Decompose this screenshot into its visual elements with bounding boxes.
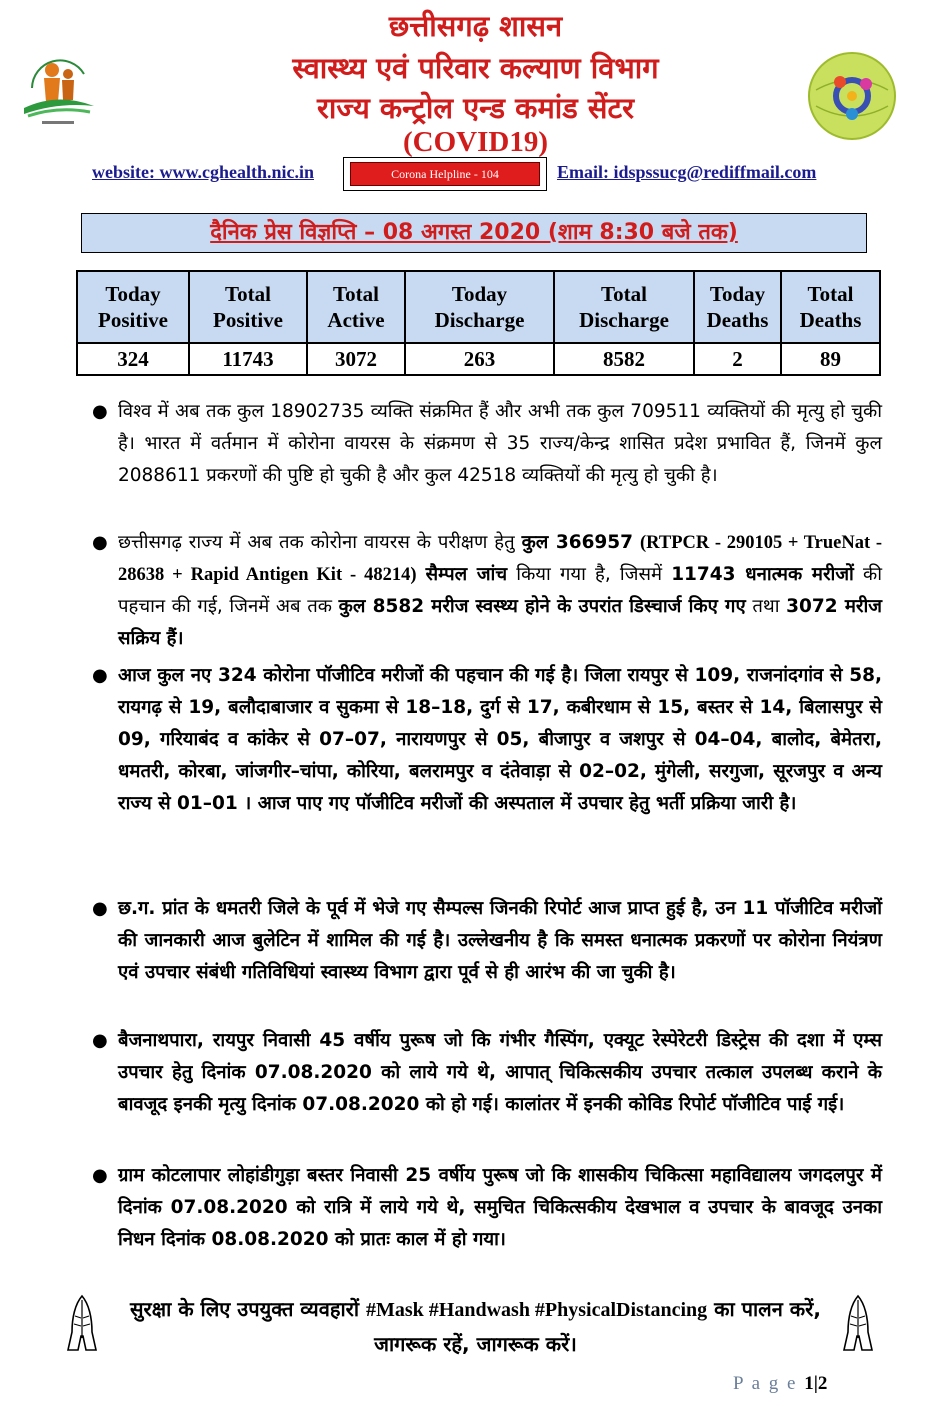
bullet-dhamtari xyxy=(92,893,882,989)
covid-title: (COVID19) xyxy=(403,126,548,158)
bullet-dhamtari-text: छ.ग. प्रांत के धमतरी जिले के पूर्व में भेजे गए सैम्पल्स जिनकी रिपोर्ट आज प्राप्त हुई है, उन 11 पॉजीटिव मरीजों की जानकारी आज बुलेटिन में शामिल की गई है। उल्लेखनीय है कि समस्त धनात्मक प्रकरणों पर कोरोना नियंत्रण एवं उपचार संबंधी गतिविधियां स्वास्थ्य विभाग द्वारा पूर्व से ही आरंभ की जा चुकी है। xyxy=(118,898,882,983)
helpline-box xyxy=(343,157,547,191)
press-release-title-text: दैनिक प्रेस विज्ञप्ति – 08 अगस्त 2020 (शाम 8:30 बजे तक) xyxy=(210,220,738,245)
bullet-death-raipur xyxy=(92,1025,882,1121)
bullet-world-india xyxy=(92,396,882,492)
bullet-world-india-text: विश्व में अब तक कुल 18902735 व्यक्ति संक्रमित हैं और अभी तक कुल 709511 व्यक्तियों की मृत्यु हो चुकी है। भारत में वर्तमान में कोरोना वायरस के संक्रमण से 35 राज्य/केन्द्र शासित प्रदेश प्रभावित हैं, जिनमें कुल 2088611 प्रकरणों की पुष्टि हो चुकी है और कुल 42518 व्यक्तियों की मृत्यु हो चुकी है। xyxy=(118,401,882,486)
bullet-dot: ● xyxy=(92,1165,108,1186)
header-total-discharge: Total Discharge xyxy=(554,271,694,343)
value-today-positive: 324 xyxy=(77,343,189,375)
helpline-label: Corona Helpline - 104 xyxy=(350,162,540,186)
page-number: P a g e 1|2 xyxy=(733,1373,828,1394)
stats-header-row xyxy=(77,271,880,343)
header-total-positive: Total Positive xyxy=(189,271,307,343)
value-today-deaths: 2 xyxy=(694,343,781,375)
value-total-positive: 11743 xyxy=(189,343,307,375)
closing-message: सुरक्षा के लिए उपयुक्त व्यवहारों #Mask #Handwash #PhysicalDistancing का पालन करें, जागरूक रहें, जागरूक करें। xyxy=(130,1297,821,1356)
email-link[interactable]: Email: idspssucg@rediffmail.com xyxy=(557,162,817,182)
bullet-testing xyxy=(92,527,882,655)
bullet-death-bastar-text: ग्राम कोटलापार लोहांडीगुड़ा बस्तर निवासी 25 वर्षीय पुरूष जो कि शासकीय चिकित्सा महाविद्यालय जगदलपुर में दिनांक 07.08.2020 को रात्रि में लाये गये थे, समुचित चिकित्सकीय देखभाल व उपचार के बावजूद उनका निधन दिनांक 08.08.2020 को प्रातः काल में हो गया। xyxy=(118,1165,882,1250)
control-centre-title: राज्य कन्ट्रोल एन्ड कमांड सेंटर xyxy=(317,91,634,125)
government-title: छत्तीसगढ़ शासन xyxy=(388,9,563,43)
value-total-deaths: 89 xyxy=(781,343,880,375)
covid-stats-table xyxy=(76,270,881,376)
bullet-new-cases xyxy=(92,660,882,820)
namaste-hands-icon xyxy=(62,1294,102,1354)
header-total-deaths: Total Deaths xyxy=(781,271,880,343)
bullet-death-raipur-text: बैजनाथपारा, रायपुर निवासी 45 वर्षीय पुरूष जो कि गंभीर गैस्पिंग, एक्यूट रेस्पेरेटरी डिस्ट्रेस की दशा में एम्स उपचार हेतु दिनांक 07.08.2020 को लाये गये थे, आपात् चिकित्सकीय उपचार तत्काल उपलब्ध कराने के बावजूद इनकी मृत्यु दिनांक 07.08.2020 को हो गई। कालांतर में इनकी कोविड रिपोर्ट पॉजीटिव पाई गई। xyxy=(118,1030,882,1115)
bullet-death-bastar xyxy=(92,1160,882,1256)
header-today-positive: Today Positive xyxy=(77,271,189,343)
bullet-dot: ● xyxy=(92,1030,108,1051)
bullet-new-cases-text: आज कुल नए 324 कोरोना पॉजीटिव मरीजों की पहचान की गई है। जिला रायपुर से 109, राजनांदगांव से 58, रायगढ़ से 19, बलौदाबाजार व सुकमा से 18–18, दुर्ग से 17, कबीरधाम से 15, बस्तर से 14, बिलासपुर से 09, गरियाबंद व कांकेर से 07–07, नारायणपुर से 05, बीजापुर व जशपुर से 04–04, बालोद, बेमेतरा, धमतरी, कोरबा, जांजगीर–चांपा, कोरिया, बलरामपुर व दंतेवाड़ा से 02–02, मुंगेली, सरगुजा, सूरजपुर व अन्य राज्य से 01–01 । आज पाए गए पॉजीटिव मरीजों की अस्पताल में उपचार हेतु भर्ती प्रक्रिया जारी है। xyxy=(118,665,882,814)
website-link[interactable]: website: www.cghealth.nic.in xyxy=(92,162,314,182)
header-today-discharge: Today Discharge xyxy=(405,271,554,343)
value-total-active: 3072 xyxy=(307,343,405,375)
bullet-dot: ● xyxy=(92,898,108,919)
bullet-testing-text: छत्तीसगढ़ राज्य में अब तक कोरोना वायरस के परीक्षण हेतु कुल 366957 (RTPCR - 290105 + TrueNat - 28638 + Rapid Antigen Kit - 48214) सैम्पल जांच किया गया है, जिसमें 11743 धनात्मक मरीजों की पहचान की गई, जिनमें अब तक कुल 8582 मरीज स्वस्थ्य होने के उपरांत डिस्चार्ज किए गए तथा 3072 मरीज सक्रिय हैं। xyxy=(118,532,883,649)
value-today-discharge: 263 xyxy=(405,343,554,375)
stats-value-row xyxy=(77,343,880,375)
value-total-discharge: 8582 xyxy=(554,343,694,375)
bullet-dot: ● xyxy=(92,401,108,422)
header-today-deaths: Today Deaths xyxy=(694,271,781,343)
bullet-dot: ● xyxy=(92,532,108,553)
header-total-active: Total Active xyxy=(307,271,405,343)
department-title: स्वास्थ्य एवं परिवार कल्याण विभाग xyxy=(292,51,659,85)
press-release-title xyxy=(81,213,867,253)
bullet-dot: ● xyxy=(92,665,108,686)
